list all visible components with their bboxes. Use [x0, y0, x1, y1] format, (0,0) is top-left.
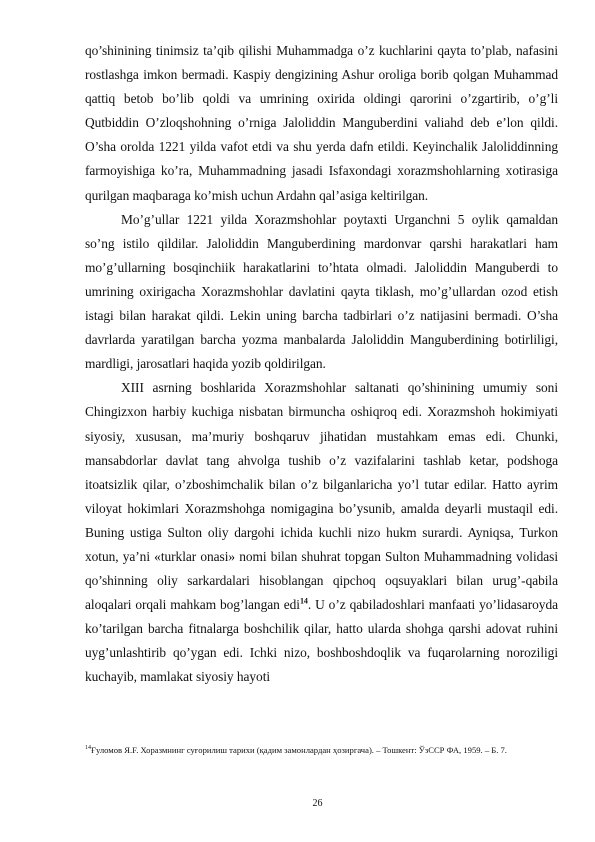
paragraph-3-text: XIII asrning boshlarida Xorazmshohlar saltanati qo’shinining umumiy soni Chingizxon harbiy kuchiga nisbatan birmuncha oshiqroq edi. Xorazmshoh hokimiyati siyosiy, xususan, ma’muriy boshqaruv jihatidan mustahkam emas edi. Chunki, mansabdorlar davlat tang ahvolga tushib o’z vazifalarini tashlab ketar, podshoga itoatsizlik qilar, o’zboshimchalik bilan o’z bilganlaricha yo’l tutar edilar. Hatto ayrim viloyat hokimlari Xorazmshohga nomigagina bo’ysunib, amalda deyarli mustaqil edi. Buning ustiga Sulton oliy dargohi ichida kuchli nizo hukm surardi. Ayniqsa, Turkon xotun, ya’ni «turklar onasi» nomi bilan shuhrat topgan Sulton Muhammadning volidasi qo’shinning oliy sarkardalari hisoblangan qipchoq oqsuyaklari bilan urug’-qabila aloqalari orqali mahkam bog’langan edi — [85, 380, 558, 613]
footnote-mark: 14 — [85, 745, 91, 752]
paragraph-3 — [85, 376, 558, 689]
paragraph-2: Mo’g’ullar 1221 yilda Xorazmshohlar poytaxti Urganchni 5 oylik qamaldan so’ng istilo qildilar. Jaloliddin Manguberdining mardonvar qarshi harakatlari ham mo’g’ullarning bosqinchiik harakatlarini to’htata olmadi. Jaloliddin Manguberdi to umrining oxirigacha Xorazmshohlar davlatini qayta tiklash, mo’g’ullardan ozod etish istagi bilan harakat qildi. Lekin uning barcha tadbirlari o’z natijasini bermadi. O’sha davrlarda yaratilgan barcha yozma manbalarda Jaloliddin Manguberdining botirliligi, mardligi, jarosatlari haqida yozib qoldirilgan. — [85, 211, 558, 372]
main-text — [85, 39, 558, 690]
footnote-reference[interactable]: 14 — [299, 596, 308, 606]
paragraph-1: qo’shinining tinimsiz ta’qib qilishi Muhammadga o’z kuchlarini qayta to’plab, nafasini rostlashga imkon bermadi. Kaspiy dengizining Ashur oroliga borib qolgan Muhammad qattiq betob bo’lib qoldi va umrining oxirida oldingi qarorini o’zgartirib, o’g’li Qutbiddin O’zloqshohning o’rniga Jaloliddin Manguberdini valiahd deb e’lon qildi. O’sha orolda 1221 yilda vafot etdi va shu yerda dafn etildi. Keyinchalik Jaloliddinning farmoyishiga ko’ra, Muhammadning jasadi Isfaxondagi xorazmshohlarning xotirasiga qurilgan maqbaraga ko’mish uchun Ardahn qal’asiga keltirilgan. — [85, 43, 558, 203]
paragraph-3-continuation: . U o’z qabiladoshlari manfaati yo’lidasaroyda ko’tarilgan barcha fitnalarga boshchilik qilar, hatto ularda shohga qarshi adovat ruhini uyg’unlashtirib qo’ygan edi. Ichki nizo, boshboshdoqlik va fuqarolarning noroziligi kuchayib, mamlakat siyosiy hayoti — [85, 597, 558, 685]
page-number: 26 — [312, 798, 323, 809]
footnote — [85, 744, 558, 756]
footnote-text: Ғуломов Я.F. Хоразмнинг суғорилиш тарихи (қадим замонлардан ҳозиргача). – Тошкент: ЎзССР ФА, 1959. – Б. 7. — [91, 745, 507, 755]
